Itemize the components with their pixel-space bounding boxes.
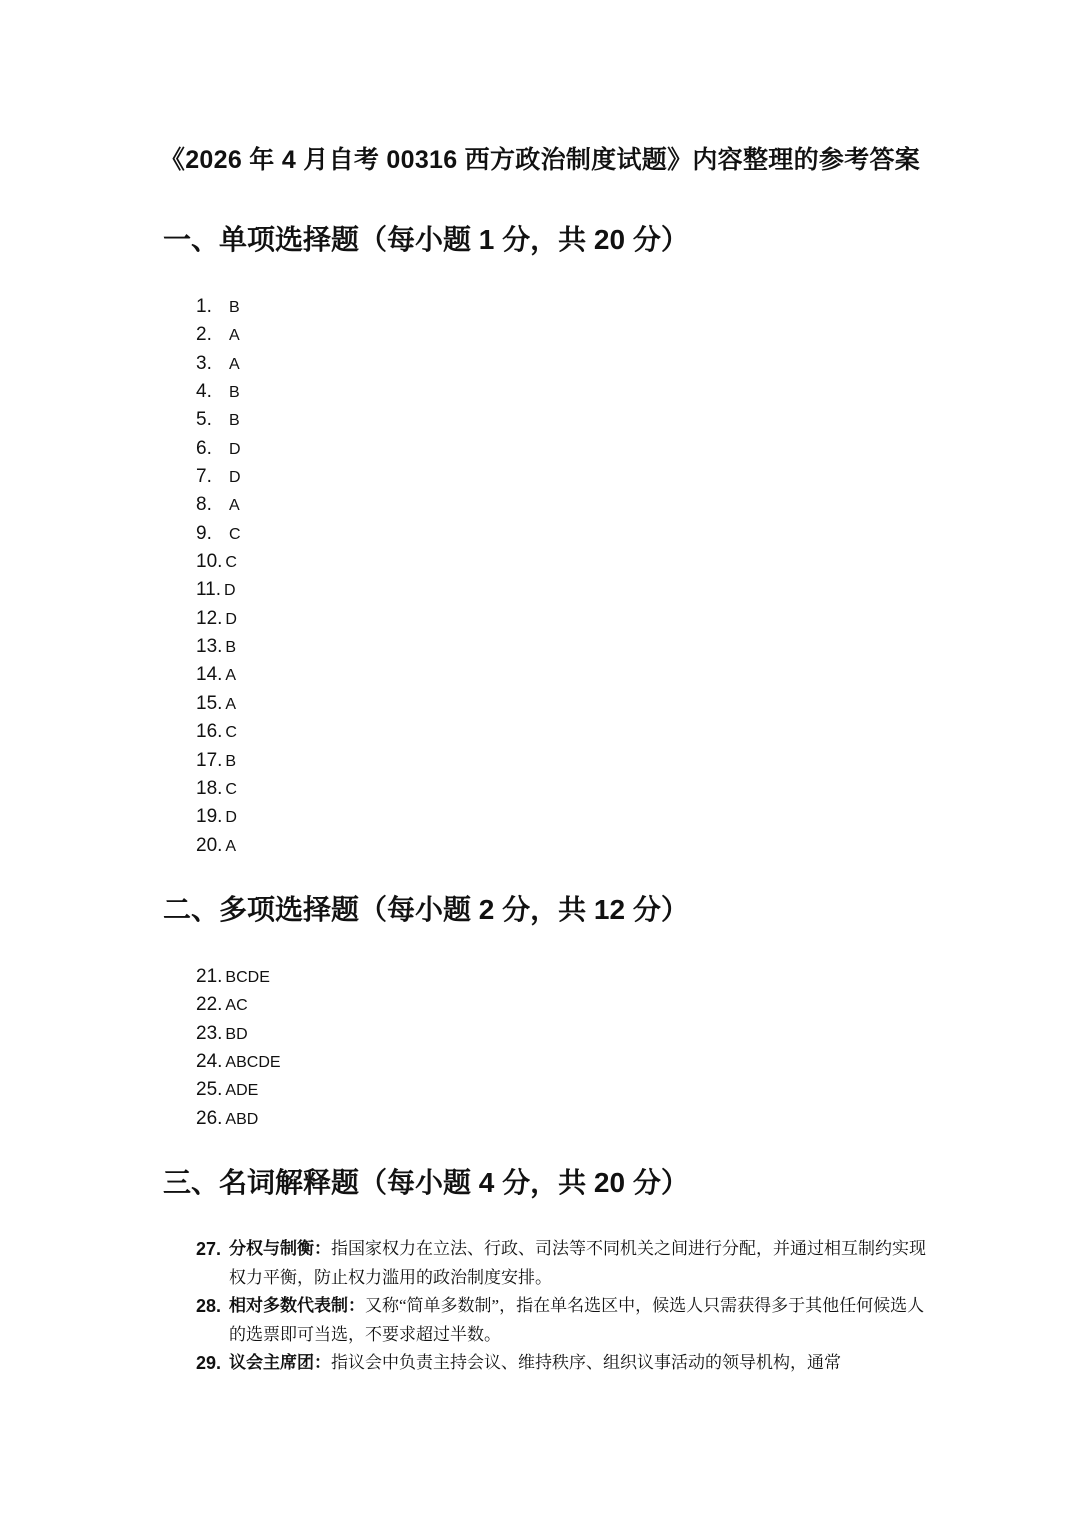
- answer-number: 3.: [196, 352, 212, 374]
- answer-item: [196, 1075, 281, 1103]
- answer-number: 11.: [196, 579, 222, 601]
- answer-value: BD: [225, 1025, 248, 1043]
- answer-item: [196, 746, 241, 774]
- answer-item: [196, 434, 241, 462]
- answer-number: 24.: [196, 1051, 223, 1073]
- answer-value: B: [229, 299, 240, 316]
- definition-text: 又称“简单多数制”，指在单名选区中，候选人只需获得多于其他任何候选人的选票即可当选，不要求超过半数。: [229, 1296, 925, 1344]
- answer-value: D: [229, 469, 241, 487]
- answer-item: [196, 1104, 281, 1132]
- answer-item: [196, 802, 241, 830]
- answer-item: [196, 990, 281, 1018]
- answer-item: [196, 575, 241, 603]
- answer-number: 23.: [196, 1022, 223, 1044]
- answer-number: 14.: [196, 664, 223, 686]
- answer-number: 12.: [196, 607, 223, 629]
- answer-item: [196, 632, 241, 660]
- answer-value: A: [229, 355, 240, 373]
- answer-number: 8.: [196, 494, 212, 516]
- answer-number: 18.: [196, 777, 223, 799]
- single-choice-answer-list: [196, 292, 241, 859]
- answer-item: [196, 547, 241, 575]
- definition-term: 相对多数代表制：: [229, 1296, 365, 1315]
- answer-value: B: [229, 384, 240, 402]
- answer-value: D: [225, 809, 237, 827]
- definition-term: 议会主席团：: [229, 1353, 331, 1372]
- answer-value: C: [225, 780, 237, 798]
- answer-item: [196, 349, 241, 377]
- answer-number: 26.: [196, 1107, 223, 1129]
- answer-item: [196, 490, 241, 518]
- answer-value: D: [229, 440, 241, 458]
- answer-item: [196, 717, 241, 745]
- answer-number: 17.: [196, 749, 223, 771]
- answer-value: A: [225, 695, 237, 713]
- answer-value: A: [225, 837, 237, 855]
- answer-number: 6.: [196, 437, 212, 459]
- answer-item: [196, 1047, 281, 1075]
- definition-number: 29.: [196, 1353, 222, 1373]
- multiple-choice-answer-list: [196, 962, 281, 1132]
- answer-item: [196, 1019, 281, 1047]
- definition-item: [196, 1235, 926, 1292]
- answer-number: 19.: [196, 806, 223, 828]
- answer-item: [196, 519, 241, 547]
- answer-item: [196, 405, 241, 433]
- answer-number: 9.: [196, 522, 212, 544]
- answer-value: C: [225, 724, 237, 742]
- answer-item: [196, 689, 241, 717]
- answer-number: 16.: [196, 721, 223, 743]
- answer-item: [196, 962, 281, 990]
- answer-value: D: [225, 610, 237, 628]
- answer-value: C: [229, 525, 241, 543]
- answer-value: A: [225, 667, 237, 685]
- answer-item: [196, 774, 241, 802]
- definition-number: 27.: [196, 1239, 222, 1259]
- definition-text: 指议会中负责主持会议、维持秩序、组织议事活动的领导机构，通常: [331, 1353, 841, 1372]
- answer-value: B: [229, 412, 240, 430]
- answer-item: [196, 831, 241, 859]
- answer-value: ADE: [225, 1082, 259, 1100]
- answer-item: [196, 462, 241, 490]
- answer-number: 15.: [196, 692, 223, 714]
- document-title: 《2026 年 4 月自考 00316 西方政治制度试题》内容整理的参考答案: [159, 146, 921, 174]
- answer-value: A: [229, 327, 240, 345]
- answer-number: 13.: [196, 636, 223, 658]
- answer-value: BCDE: [225, 969, 270, 986]
- answer-item: [196, 292, 241, 320]
- answer-number: 1.: [196, 296, 212, 317]
- definition-list: [196, 1235, 926, 1378]
- answer-value: A: [229, 497, 240, 515]
- answer-number: 22.: [196, 994, 223, 1016]
- answer-value: C: [225, 554, 237, 572]
- definition-text: 指国家权力在立法、行政、司法等不同机关之间进行分配，并通过相互制约实现权力平衡，防止权力滥用的政治制度安排。: [229, 1239, 926, 1287]
- answer-item: [196, 660, 241, 688]
- answer-item: [196, 377, 241, 405]
- definition-item: [196, 1292, 926, 1349]
- answer-number: 7.: [196, 466, 212, 488]
- section-heading-multiple-choice: 二、多项选择题（每小题 2 分，共 12 分）: [163, 894, 689, 925]
- definition-term: 分权与制衡：: [229, 1239, 331, 1258]
- answer-number: 4.: [196, 381, 212, 403]
- answer-item: [196, 604, 241, 632]
- answer-item: [196, 320, 241, 348]
- answer-value: D: [224, 582, 236, 600]
- definition-item: [196, 1349, 926, 1378]
- answer-number: 2.: [196, 324, 212, 346]
- answer-value: AC: [225, 997, 248, 1015]
- answer-value: B: [225, 639, 237, 657]
- section-heading-single-choice: 一、单项选择题（每小题 1 分，共 20 分）: [163, 224, 689, 255]
- answer-number: 5.: [196, 409, 212, 431]
- answer-value: B: [225, 752, 237, 770]
- definition-number: 28.: [196, 1296, 222, 1316]
- answer-number: 25.: [196, 1079, 223, 1101]
- answer-number: 20.: [196, 834, 223, 856]
- answer-number: 10.: [196, 551, 223, 573]
- answer-value: ABD: [225, 1110, 259, 1128]
- answer-value: ABCDE: [225, 1054, 281, 1072]
- answer-number: 21.: [196, 966, 223, 987]
- section-heading-term-definitions: 三、名词解释题（每小题 4 分，共 20 分）: [163, 1167, 689, 1198]
